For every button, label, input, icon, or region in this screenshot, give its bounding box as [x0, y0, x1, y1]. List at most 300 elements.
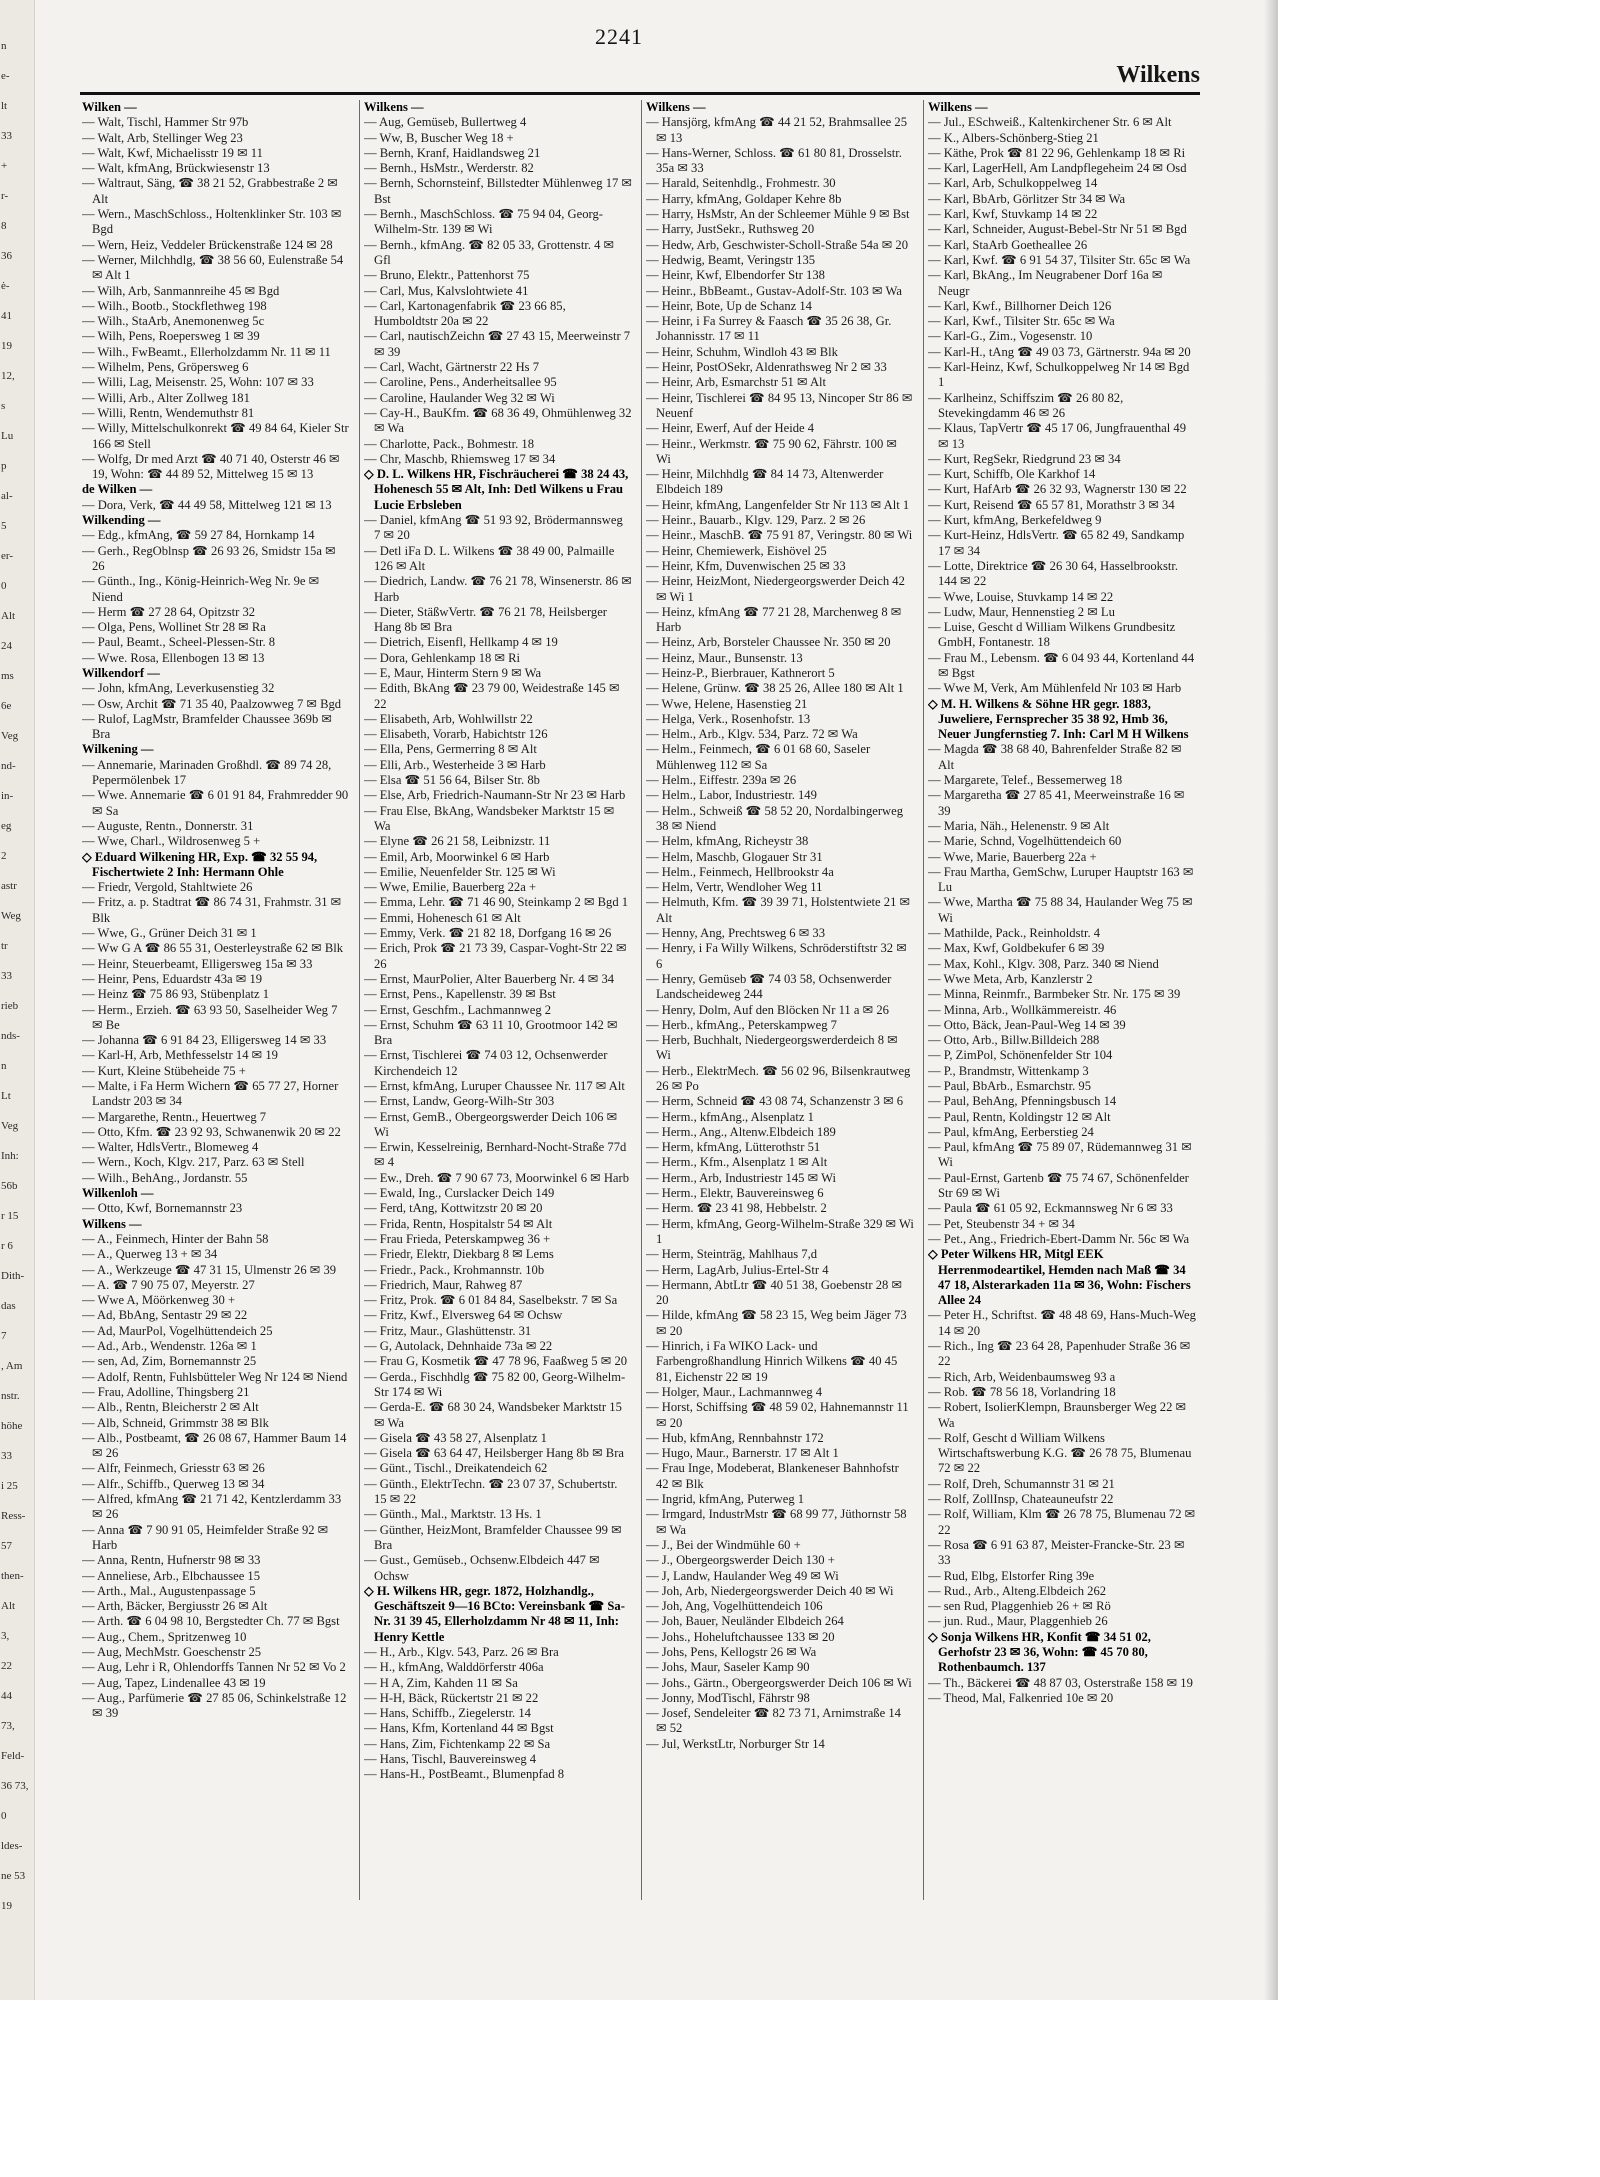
directory-entry: — Jul, WerkstLtr, Norburger Str 14	[646, 1736, 825, 1751]
adjacent-page-fragment: 2	[1, 850, 7, 862]
directory-entry: — Mathilde, Pack., Reinholdstr. 4	[928, 926, 1101, 941]
directory-entry: Wilkens —	[928, 100, 988, 114]
directory-entry: — Fritz, Maur., Glashüttenstr. 31	[364, 1323, 532, 1338]
directory-entry: — Alfred, kfmAng ☎ 21 71 42, Kentzlerdamm 33 ✉ 26	[82, 1492, 342, 1522]
directory-entry: — Frida, Rentn, Hospitalstr 54 ✉ Alt	[364, 1216, 553, 1231]
directory-entry: — Wwe. Annemarie ☎ 6 01 91 84, Frahmredder 90 ✉ Sa	[82, 788, 349, 818]
directory-entry: — Marie, Schnd, Vogelhüttendeich 60	[928, 834, 1122, 849]
directory-entry: — Kurt, Reisend ☎ 65 57 81, Morathstr 3 ✉ 34	[928, 497, 1175, 512]
adjacent-page-fragment: Lt	[1, 1090, 11, 1102]
directory-entry: — Dora, Verk, ☎ 44 49 58, Mittelweg 121 ✉ 13	[82, 497, 332, 512]
directory-entry: — Chr, Maschb, Rhiemsweg 17 ✉ 34	[364, 451, 556, 466]
directory-entry: — Ernst, kfmAng, Luruper Chaussee Nr. 117 ✉ Alt	[364, 1079, 625, 1093]
directory-entry: — Ernst, Landw, Georg-Wilh-Str 303	[364, 1094, 555, 1109]
directory-entry: — Wilh., BehAng., Jordanstr. 55	[82, 1170, 248, 1185]
directory-entry: — Harald, Seitenhdlg., Frohmestr. 30	[646, 176, 836, 191]
directory-entry: — Dietrich, Eisenfl, Hellkamp 4 ✉ 19	[364, 635, 558, 650]
directory-entry: — Helm., Arb., Klgv. 534, Parz. 72 ✉ Wa	[646, 727, 858, 742]
directory-entry: — Jul., ESchweiß., Kaltenkirchener Str. 6 ✉ Alt	[928, 115, 1172, 130]
directory-entry: — Charlotte, Pack., Bohmestr. 18	[364, 436, 534, 451]
directory-entry: — Ernst, Geschfm., Lachmannweg 2	[364, 1002, 552, 1017]
directory-entry: — Hans, Kfm, Kortenland 44 ✉ Bgst	[364, 1721, 554, 1736]
directory-entry: — Th., Bäckerei ☎ 48 87 03, Osterstraße 158 ✉ 19	[928, 1675, 1193, 1690]
directory-entry: — Frau Frieda, Peterskampweg 36 +	[364, 1231, 551, 1246]
directory-entry: — Karl, Kwf, Stuvkamp 14 ✉ 22	[928, 207, 1098, 222]
directory-entry: — Heinr, Milchhdlg ☎ 84 14 73, Altenwerder Elbdeich 189	[646, 467, 884, 497]
directory-entry: — Helm., Feinmech, ☎ 6 01 68 60, Saseler Mühlenweg 112 ✉ Sa	[646, 742, 871, 772]
directory-entry: — Frau Martha, GemSchw, Luruper Hauptstr 163 ✉ Lu	[928, 864, 1194, 895]
directory-entry: — Karl-H., tAng ☎ 49 03 73, Gärtnerstr. 94a ✉ 20	[928, 344, 1191, 359]
directory-entry: — Paul-Ernst, Gartenb ☎ 75 74 67, Schönenfelder Str 69 ✉ Wi	[928, 1170, 1189, 1201]
directory-entry: — Lotte, Direktrice ☎ 26 30 64, Hasselbrookstr. 144 ✉ 22	[928, 558, 1179, 589]
column-1	[82, 100, 350, 1960]
directory-entry: — Walt, kfmAng, Brückwiesenstr 13	[82, 161, 270, 176]
directory-entry: — Fritz, Kwf., Elversweg 64 ✉ Ochsw	[364, 1308, 563, 1323]
directory-entry: — Ew., Dreh. ☎ 7 90 67 73, Moorwinkel 6 ✉ Harb	[364, 1170, 630, 1185]
directory-entry: — Ernst, MaurPolier, Alter Bauerberg Nr. 4 ✉ 34	[364, 971, 615, 986]
header-rule	[80, 92, 1200, 95]
directory-entry: — Wwe M, Verk, Am Mühlenfeld Nr 103 ✉ Harb	[928, 681, 1182, 696]
directory-entry: — Günther, HeizMont, Bramfelder Chaussee 99 ✉ Bra	[364, 1522, 622, 1552]
directory-entry: — Heinr., Werkmstr. ☎ 75 90 62, Fährstr. 100 ✉ Wi	[646, 436, 897, 466]
directory-entry: — Wilh, Arb, Sanmannreihe 45 ✉ Bgd	[82, 283, 280, 298]
directory-entry: — Else, Arb, Friedrich-Naumann-Str Nr 23 ✉ Harb	[364, 788, 626, 803]
directory-entry: — Hans-H., PostBeamt., Blumenpfad 8	[364, 1767, 565, 1782]
directory-entry: — Caroline, Haulander Weg 32 ✉ Wi	[364, 390, 555, 405]
directory-entry: — Aug, Tapez, Lindenallee 43 ✉ 19	[82, 1675, 266, 1690]
directory-entry: — Heinz, Arb, Borsteler Chaussee Nr. 350 ✉ 20	[646, 635, 891, 650]
adjacent-page-fragment: er-	[1, 550, 13, 562]
adjacent-page-fragment: eg	[1, 820, 12, 832]
directory-entry: — Margaretha ☎ 27 85 41, Meerweinstraße 16 ✉ 39	[928, 788, 1185, 818]
directory-entry: — Arth, Bäcker, Bergiusstr 26 ✉ Alt	[82, 1599, 268, 1614]
adjacent-page-fragment: al-	[1, 490, 13, 502]
directory-entry: — A. ☎ 7 90 75 07, Meyerstr. 27	[82, 1277, 255, 1292]
directory-entry: Wilkens —	[646, 100, 706, 114]
directory-entry: — Willi, Lag, Meisenstr. 25, Wohn: 107 ✉ 33	[82, 375, 314, 390]
directory-entry: — Henry, Gemüseb ☎ 74 03 58, Ochsenwerder Landscheideweg 244	[646, 971, 892, 1002]
directory-entry: — Klaus, TapVertr ☎ 45 17 06, Jungfrauenthal 49 ✉ 13	[928, 421, 1187, 451]
adjacent-page-fragment: 57	[1, 1540, 12, 1552]
directory-entry: — Ernst, Pens., Kapellenstr. 39 ✉ Bst	[364, 987, 556, 1002]
directory-columns	[82, 100, 1202, 1960]
directory-entry: — Heinr., MaschB. ☎ 75 91 87, Veringstr. 80 ✉ Wi	[646, 528, 913, 543]
adjacent-page-fragment: 0	[1, 580, 7, 592]
directory-entry: — Rolf, Gescht d William Wilkens Wirtschaftswerbung K.G. ☎ 26 78 75, Blumenau 72 ✉ 22	[928, 1430, 1192, 1476]
directory-entry: — Heinr, Arb, Esmarchstr 51 ✉ Alt	[646, 375, 827, 390]
directory-entry: — G, Autolack, Dehnhaide 73a ✉ 22	[364, 1339, 553, 1354]
adjacent-page-fragment: 44	[1, 1690, 12, 1702]
directory-entry: — Cay-H., BauKfm. ☎ 68 36 49, Ohmühlenweg 32 ✉ Wa	[364, 405, 632, 436]
directory-entry: — Karl, LagerHell, Am Landpflegeheim 24 ✉ Osd	[928, 161, 1187, 176]
directory-entry: — Günth., Mal., Marktstr. 13 Hs. 1	[364, 1507, 542, 1522]
directory-entry: — Joh, Arb, Niedergeorgswerder Deich 40 ✉ Wi	[646, 1583, 894, 1598]
directory-entry: — Herm., kfmAng., Alsenplatz 1	[646, 1109, 814, 1124]
directory-entry: — Rud, Elbg, Elstorfer Ring 39e	[928, 1568, 1095, 1583]
directory-entry: — Helm., Eiffestr. 239a ✉ 26	[646, 773, 797, 788]
directory-entry: — Aug., Chem., Spritzenweg 10	[82, 1629, 247, 1644]
adjacent-page-fragment: i 25	[1, 1480, 18, 1492]
directory-entry: — Gisela ☎ 63 64 47, Heilsberger Hang 8b ✉ Bra	[364, 1446, 624, 1461]
directory-entry: — A., Feinmech, Hinter der Bahn 58	[82, 1231, 269, 1246]
directory-entry: — Hilde, kfmAng ☎ 58 23 15, Weg beim Jäger 73 ✉ 20	[646, 1308, 907, 1338]
column-4	[928, 100, 1196, 1960]
directory-entry: — Herb, Buchhalt, Niedergeorgswerderdeich 8 ✉ Wi	[646, 1033, 898, 1063]
directory-entry: — Emma, Lehr. ☎ 71 46 90, Steinkamp 2 ✉ Bgd 1	[364, 895, 629, 910]
directory-entry: — Helm, Vertr, Wendloher Weg 11	[646, 880, 823, 895]
directory-entry: — Heinz, kfmAng ☎ 77 21 28, Marchenweg 8 ✉ Harb	[646, 604, 902, 635]
directory-entry: — Ferd, tAng, Kottwitzstr 20 ✉ 20	[364, 1201, 543, 1216]
directory-entry: — Wilh., FwBeamt., Ellerholzdamm Nr. 11 ✉ 11	[82, 344, 331, 359]
adjacent-page-fragment: r 6	[1, 1240, 13, 1252]
directory-entry: — Herm., Ang., Altenw.Elbdeich 189	[646, 1124, 836, 1139]
directory-entry: — Harry, kfmAng, Goldaper Kehre 8b	[646, 191, 842, 206]
directory-entry: — Margarete, Telef., Bessemerweg 18	[928, 773, 1123, 788]
adjacent-page-edge	[0, 0, 35, 2000]
directory-entry: — Ingrid, kfmAng, Puterweg 1	[646, 1492, 805, 1507]
adjacent-page-fragment: 36	[1, 250, 12, 262]
directory-entry: — K., Albers-Schönberg-Stieg 21	[928, 130, 1099, 145]
directory-entry: — Ad, MaurPol, Vogelhüttendeich 25	[82, 1323, 273, 1338]
directory-entry: — Dora, Gehlenkamp 18 ✉ Ri	[364, 650, 521, 665]
directory-entry: ◇ Sonja Wilkens HR, Konfit ☎ 34 51 02, Gerhofstr 23 ✉ 36, Wohn: ☎ 45 70 80, Rothenbaumch. 137	[928, 1629, 1151, 1675]
directory-entry: — Herm, Schneid ☎ 43 08 74, Schanzenstr 3 ✉ 6	[646, 1094, 904, 1109]
directory-entry: — Karl-H, Arb, Methfesselstr 14 ✉ 19	[82, 1048, 278, 1063]
page-edge-shadow	[1264, 0, 1278, 2000]
directory-entry: — Bernh., HsMstr., Werderstr. 82	[364, 161, 534, 176]
directory-entry: — Herm., Arb, Industriestr 145 ✉ Wi	[646, 1170, 836, 1185]
directory-entry: — Kurt, HafArb ☎ 26 32 93, Wagnerstr 130 ✉ 22	[928, 482, 1187, 497]
directory-entry: — Wilh., Bootb., Stockflethweg 198	[82, 298, 267, 313]
directory-entry: — Günt., Tischl., Dreikatendeich 62	[364, 1461, 548, 1476]
directory-entry: — Caroline, Pens., Anderheitsallee 95	[364, 375, 557, 390]
page-header	[80, 20, 1200, 88]
adjacent-page-fragment: Ress-	[1, 1510, 26, 1522]
directory-entry: — Karlheinz, Schiffszim ☎ 26 80 82, Stevekingdamm 46 ✉ 26	[928, 390, 1124, 420]
directory-entry: — Herm, kfmAng, Georg-Wilhelm-Straße 329 ✉ Wi 1	[646, 1216, 914, 1246]
directory-entry: — Heinz-P., Bierbrauer, Kathnerort 5	[646, 665, 835, 680]
directory-entry: — Daniel, kfmAng ☎ 51 93 92, Brödermannsweg 7 ✉ 20	[364, 513, 623, 543]
directory-entry: — Anneliese, Arb., Elbchaussee 15	[82, 1568, 261, 1583]
directory-entry: — Helm, kfmAng, Richeystr 38	[646, 834, 809, 849]
column-divider	[359, 100, 360, 1900]
directory-entry: — Herb., ElektrMech. ☎ 56 02 96, Bilsenkrautweg 26 ✉ Po	[646, 1063, 911, 1093]
directory-entry: Wilkens —	[82, 1216, 142, 1231]
adjacent-page-fragment: , Am	[1, 1360, 23, 1372]
directory-entry: — Günth., Ing., König-Heinrich-Weg Nr. 9e ✉ Niend	[82, 574, 320, 604]
directory-entry: — Paul, Beamt., Scheel-Plessen-Str. 8	[82, 635, 276, 650]
directory-entry: — Werner, Milchhdlg, ☎ 38 56 60, Eulenstraße 54 ✉ Alt 1	[82, 252, 344, 283]
directory-entry: — Hedwig, Beamt, Veringstr 135	[646, 252, 816, 267]
adjacent-page-fragment: 24	[1, 640, 12, 652]
directory-entry: — Bruno, Elektr., Pattenhorst 75	[364, 268, 530, 283]
directory-entry: — Heinr, HeizMont, Niedergeorgswerder Deich 42 ✉ Wi 1	[646, 574, 905, 604]
directory-entry: — Heinr, Bote, Up de Schanz 14	[646, 298, 812, 313]
directory-entry: — Alfr., Schiffb., Querweg 13 ✉ 34	[82, 1476, 265, 1491]
directory-entry: — E, Maur, Hinterm Stern 9 ✉ Wa	[364, 665, 542, 680]
directory-entry: — Wwe, Marie, Bauerberg 22a +	[928, 849, 1097, 864]
directory-entry: — Auguste, Rentn., Donnerstr. 31	[82, 818, 254, 833]
directory-entry: — Heinr, Ewerf, Auf der Heide 4	[646, 421, 815, 436]
directory-entry: — Johs., Gärtn., Obergeorgswerder Deich 106 ✉ Wi	[646, 1675, 912, 1690]
adjacent-page-fragment: Dith-	[1, 1270, 25, 1282]
directory-entry: — Herm., Kfm., Alsenplatz 1 ✉ Alt	[646, 1155, 828, 1170]
directory-entry: — Hans, Zim, Fichtenkamp 22 ✉ Sa	[364, 1736, 551, 1751]
adjacent-page-fragment: 12,	[1, 370, 15, 382]
directory-entry: — Wwe, Emilie, Bauerberg 22a +	[364, 880, 537, 895]
directory-entry: — Waltraut, Säng, ☎ 38 21 52, Grabbestraße 2 ✉ Alt	[82, 176, 338, 206]
directory-entry: — A., Werkzeuge ☎ 47 31 15, Ulmenstr 26 ✉ 39	[82, 1262, 337, 1277]
directory-entry: — Arth. ☎ 6 04 98 10, Bergstedter Ch. 77 ✉ Bgst	[82, 1614, 340, 1629]
directory-entry: — Heinr., BbBeamt., Gustav-Adolf-Str. 103 ✉ Wa	[646, 283, 902, 298]
directory-entry: — Willi, Rentn, Wendemuthstr 81	[82, 405, 255, 420]
directory-entry: — Karl, Arb, Schulkoppelweg 14	[928, 176, 1098, 191]
directory-entry: — Bernh, Schornsteinf, Billstedter Mühlenweg 17 ✉ Bst	[364, 176, 632, 206]
directory-entry: — Rosa ☎ 6 91 63 87, Meister-Francke-Str. 23 ✉ 33	[928, 1537, 1185, 1568]
directory-entry: — Otto, Kfm. ☎ 23 92 93, Schwanenwik 20 ✉ 22	[82, 1124, 341, 1139]
directory-entry: — Gerh., RegOblnsp ☎ 26 93 26, Smidstr 15a ✉ 26	[82, 543, 336, 573]
directory-entry: — Hans, Tischl, Bauvereinsweg 4	[364, 1752, 537, 1767]
directory-entry: — Helm., Schweiß ☎ 58 52 20, Nordalbingerweg 38 ✉ Niend	[646, 803, 904, 833]
directory-entry: — Emmi, Hohenesch 61 ✉ Alt	[364, 910, 521, 925]
directory-entry: — Herm, Steinträg, Mahlhaus 7,d	[646, 1247, 818, 1262]
adjacent-page-fragment: ldes-	[1, 1840, 23, 1852]
column-2	[364, 100, 632, 1960]
directory-entry: — Alb., Rentn, Bleicherstr 2 ✉ Alt	[82, 1400, 259, 1415]
directory-entry: — Elisabeth, Arb, Wohlwillstr 22	[364, 711, 533, 726]
adjacent-page-fragment: 7	[1, 1330, 7, 1342]
adjacent-page-fragment: 19	[1, 340, 12, 352]
directory-entry: — Karl, Kwf. ☎ 6 91 54 37, Tilsiter Str. 65c ✉ Wa	[928, 252, 1191, 267]
directory-entry: — Kurt, kfmAng, Berkefeldweg 9	[928, 513, 1102, 528]
directory-entry: — Heinz, Maur., Bunsenstr. 13	[646, 650, 803, 665]
directory-entry: — Arth., Mal., Augustenpassage 5	[82, 1583, 256, 1598]
directory-entry: — Karl-Heinz, Kwf, Schulkoppelweg Nr 14 ✉ Bgd 1	[928, 360, 1190, 390]
adjacent-page-fragment: 33	[1, 1450, 12, 1462]
page-number: 2241	[595, 24, 643, 49]
directory-entry: — Rulof, LagMstr, Bramfelder Chaussee 369b ✉ Bra	[82, 711, 332, 742]
directory-entry: — J, Landw, Haulander Weg 49 ✉ Wi	[646, 1568, 839, 1583]
directory-entry: — Heinr, Kfm, Duvenwischen 25 ✉ 33	[646, 558, 846, 573]
directory-entry: — Karl, BkAng., Im Neugrabener Dorf 16a ✉ Neugr	[928, 268, 1163, 298]
adjacent-page-fragment: 33	[1, 130, 12, 142]
directory-entry: — Elyne ☎ 26 21 58, Leibnizstr. 11	[364, 834, 551, 849]
directory-entry: — Hansjörg, kfmAng ☎ 44 21 52, Brahmsallee 25 ✉ 13	[646, 115, 908, 145]
directory-entry: — J., Bei der Windmühle 60 +	[646, 1537, 801, 1552]
directory-entry: — Rolf, Dreh, Schumannstr 31 ✉ 21	[928, 1476, 1115, 1491]
adjacent-page-fragment: r-	[1, 190, 9, 202]
directory-entry: — Aug, Gemüseb, Bullertweg 4	[364, 115, 527, 130]
directory-entry: — Jonny, ModTischl, Fährstr 98	[646, 1690, 810, 1705]
directory-entry: — Margarethe, Rentn., Heuertweg 7	[82, 1109, 267, 1124]
adjacent-page-fragment: 33	[1, 970, 12, 982]
directory-entry: — Malte, i Fa Herm Wichern ☎ 65 77 27, Horner Landstr 203 ✉ 34	[82, 1079, 339, 1109]
directory-entry: — Horst, Schiffsing ☎ 48 59 02, Hahnemannstr 11 ✉ 20	[646, 1400, 909, 1430]
directory-entry: — Hans-Werner, Schloss. ☎ 61 80 81, Drosselstr. 35a ✉ 33	[646, 145, 902, 176]
directory-entry: — A., Querweg 13 + ✉ 34	[82, 1247, 218, 1262]
directory-entry: — Paul, kfmAng, Eerberstieg 24	[928, 1124, 1094, 1139]
directory-entry: — Heinr, Schuhm, Windloh 43 ✉ Blk	[646, 344, 838, 359]
directory-entry: — Frau M., Lebensm. ☎ 6 04 93 44, Kortenland 44 ✉ Bgst	[928, 650, 1195, 680]
directory-entry: Wilkending —	[82, 513, 161, 528]
directory-entry: — Herm, LagArb, Julius-Ertel-Str 4	[646, 1262, 829, 1277]
directory-entry: — Ella, Pens, Germerring 8 ✉ Alt	[364, 742, 537, 757]
directory-entry: — Helm., Feinmech, Hellbrookstr 4a	[646, 864, 834, 879]
adjacent-page-fragment: lt	[1, 100, 8, 112]
directory-entry: — Edith, BkAng ☎ 23 79 00, Weidestraße 145 ✉ 22	[364, 681, 620, 711]
adjacent-page-fragment: 19	[1, 1900, 12, 1912]
directory-entry: — Hugo, Maur., Barnerstr. 17 ✉ Alt 1	[646, 1446, 839, 1461]
directory-entry: — Maria, Näh., Helenenstr. 9 ✉ Alt	[928, 818, 1110, 833]
directory-entry: — Diedrich, Landw. ☎ 76 21 78, Winsenerstr. 86 ✉ Harb	[364, 574, 632, 604]
adjacent-page-fragment: n	[1, 1060, 7, 1072]
directory-entry: — Kurt-Heinz, HdlsVertr. ☎ 65 82 49, Sandkamp 17 ✉ 34	[928, 528, 1185, 558]
adjacent-page-fragment: ne 53	[1, 1870, 26, 1882]
directory-entry: — Walt, Kwf, Michaelisstr 19 ✉ 11	[82, 145, 263, 160]
directory-entry: — Osw, Archit ☎ 71 35 40, Paalzowweg 7 ✉ Bgd	[82, 696, 342, 711]
adjacent-page-fragment: r 15	[1, 1210, 19, 1222]
directory-entry: de Wilken —	[82, 482, 153, 497]
directory-entry: Wilken —	[82, 100, 137, 114]
directory-entry: — Karl, BbArb, Görlitzer Str 34 ✉ Wa	[928, 191, 1126, 206]
adjacent-page-fragment: in-	[1, 790, 14, 802]
adjacent-page-fragment: +	[1, 160, 8, 172]
directory-entry: — Dieter, StäßwVertr. ☎ 76 21 78, Heilsberger Hang 8b ✉ Bra	[364, 604, 607, 635]
directory-entry: — Kurt, RegSekr, Riedgrund 23 ✉ 34	[928, 451, 1121, 466]
directory-entry: — Magda ☎ 38 68 40, Bahrenfelder Straße 82 ✉ Alt	[928, 742, 1182, 772]
adjacent-page-fragment: tr	[1, 940, 8, 952]
directory-entry: — Robert, IsolierKlempn, Braunsberger Weg 22 ✉ Wa	[928, 1400, 1187, 1430]
directory-entry: — Hedw, Arb, Geschwister-Scholl-Straße 54a ✉ 20	[646, 237, 909, 252]
directory-entry: — Frau G, Kosmetik ☎ 47 78 96, Faaßweg 5 ✉ 20	[364, 1354, 628, 1369]
adjacent-page-fragment: Lu	[1, 430, 14, 442]
directory-entry: — Henny, Ang, Prechtsweg 6 ✉ 33	[646, 926, 826, 941]
adjacent-page-fragment: Inh:	[1, 1150, 19, 1162]
directory-entry: — Otto, Bäck, Jean-Paul-Weg 14 ✉ 39	[928, 1017, 1126, 1032]
directory-entry: — Helene, Grünw. ☎ 38 25 26, Allee 180 ✉ Alt 1	[646, 681, 904, 696]
directory-entry: — Walt, Arb, Stellinger Weg 23	[82, 130, 243, 145]
directory-entry: — Ww, B, Buscher Weg 18 +	[364, 130, 514, 145]
directory-entry: — Otto, Kwf, Bornemannstr 23	[82, 1201, 243, 1216]
directory-entry: — Fritz, Prok. ☎ 6 01 84 84, Saselbekstr. 7 ✉ Sa	[364, 1293, 618, 1308]
adjacent-page-fragment: das	[1, 1300, 16, 1312]
directory-entry: — Wwe A, Möörkenweg 30 +	[82, 1293, 236, 1308]
directory-entry: — Wilhelm, Pens, Gröpersweg 6	[82, 360, 249, 375]
directory-entry: — P, ZimPol, Schönenfelder Str 104	[928, 1048, 1113, 1063]
directory-entry: — Minna, Arb., Wollkämmereistr. 46	[928, 1002, 1117, 1017]
adjacent-page-fragment: e-	[1, 70, 10, 82]
directory-entry: — jun. Rud., Maur, Plaggenhieb 26	[928, 1614, 1108, 1629]
directory-entry: — Emilie, Neuenfelder Str. 125 ✉ Wi	[364, 864, 556, 879]
directory-entry: — Holger, Maur., Lachmannweg 4	[646, 1384, 823, 1399]
directory-entry: — Gerda., Fischhdlg ☎ 75 82 00, Georg-Wilhelm-Str 174 ✉ Wi	[364, 1369, 626, 1399]
directory-entry: — Ww G A ☎ 86 55 31, Oesterleystraße 62 ✉ Blk	[82, 941, 344, 956]
directory-entry: — sen, Ad, Zim, Bornemannstr 25	[82, 1354, 257, 1369]
directory-entry: — Herm, kfmAng, Lütterothstr 51	[646, 1140, 821, 1155]
directory-entry: — Paul, kfmAng ☎ 75 89 07, Rüdemannweg 31 ✉ Wi	[928, 1140, 1192, 1170]
directory-entry: — Gisela ☎ 43 58 27, Alsenplatz 1	[364, 1430, 547, 1445]
adjacent-page-fragment: nstr.	[1, 1390, 20, 1402]
directory-entry: — Karl, Schneider, August-Bebel-Str Nr 51 ✉ Bgd	[928, 222, 1187, 237]
directory-entry: — Carl, Kartonagenfabrik ☎ 23 66 85, Humboldtstr 20a ✉ 22	[364, 298, 566, 329]
column-divider	[923, 100, 924, 1900]
adjacent-page-fragment: 73,	[1, 1720, 15, 1732]
directory-entry: — Theod, Mal, Falkenried 10e ✉ 20	[928, 1690, 1114, 1705]
adjacent-page-fragment: Weg	[1, 910, 21, 922]
adjacent-page-fragment: 36 73,	[1, 1780, 29, 1792]
directory-entry: — Helmuth, Kfm. ☎ 39 39 71, Holstentwiete 21 ✉ Alt	[646, 895, 911, 925]
blank-margin	[0, 2000, 1600, 2177]
directory-entry: — Bernh., kfmAng. ☎ 82 05 33, Grottenstr. 4 ✉ Gfl	[364, 237, 615, 267]
adjacent-page-fragment: astr	[1, 880, 17, 892]
directory-entry: — Fritz, a. p. Stadtrat ☎ 86 74 31, Frahmstr. 31 ✉ Blk	[82, 895, 342, 925]
directory-entry: — Friedr, Elektr, Diekbarg 8 ✉ Lems	[364, 1247, 554, 1262]
directory-entry: — Käthe, Prok ☎ 81 22 96, Gehlenkamp 18 ✉ Ri	[928, 145, 1186, 160]
directory-entry: — Emil, Arb, Moorwinkel 6 ✉ Harb	[364, 849, 550, 864]
directory-entry: — Aug, MechMstr. Goeschenstr 25	[82, 1644, 262, 1659]
directory-entry: — Rolf, ZollInsp, Chateauneufstr 22	[928, 1492, 1114, 1507]
adjacent-page-fragment: p	[1, 460, 7, 472]
directory-entry: — Johanna ☎ 6 91 84 23, Elligersweg 14 ✉ 33	[82, 1033, 327, 1048]
directory-entry: — Harry, JustSekr., Ruthsweg 20	[646, 222, 815, 237]
directory-entry: — Helm, Maschb, Glogauer Str 31	[646, 849, 823, 864]
column-3	[646, 100, 914, 1960]
directory-entry: — Paula ☎ 61 05 92, Eckmannsweg Nr 6 ✉ 33	[928, 1201, 1173, 1216]
directory-entry: — Heinr., Bauarb., Klgv. 129, Parz. 2 ✉ 26	[646, 513, 866, 528]
directory-entry: — Hans, Schiffb., Ziegelerstr. 14	[364, 1706, 531, 1721]
directory-entry: — Herm. ☎ 23 41 98, Hebbelstr. 2	[646, 1201, 827, 1216]
directory-entry: — H-H, Bäck, Rückertstr 21 ✉ 22	[364, 1690, 539, 1705]
directory-entry: — Josef, Sendeleiter ☎ 82 73 71, Arnimstraße 14 ✉ 52	[646, 1706, 901, 1736]
directory-entry: — Heinr, i Fa Surrey & Faasch ☎ 35 26 38, Gr. Johannisstr. 17 ✉ 11	[646, 314, 892, 344]
directory-entry: — Rich, Arb, Weidenbaumsweg 93 a	[928, 1369, 1116, 1384]
adjacent-page-fragment: Alt	[1, 610, 16, 622]
directory-entry: — Hub, kfmAng, Rennbahnstr 172	[646, 1430, 824, 1445]
directory-entry: — Aug, Lehr i R, Ohlendorffs Tannen Nr 52 ✉ Vo 2	[82, 1660, 346, 1675]
directory-entry: — Aug., Parfümerie ☎ 27 85 06, Schinkelstraße 12 ✉ 39	[82, 1690, 347, 1721]
adjacent-page-fragment: 56b	[1, 1180, 18, 1192]
directory-entry: — Friedr, Vergold, Stahltwiete 26	[82, 880, 253, 895]
directory-entry: — Wwe, Louise, Stuvkamp 14 ✉ 22	[928, 589, 1114, 604]
adjacent-page-fragment: rieb	[1, 1000, 19, 1012]
directory-entry: — Ludw, Maur, Hennenstieg 2 ✉ Lu	[928, 604, 1115, 619]
directory-entry: — Günth., ElektrTechn. ☎ 23 07 37, Schubertstr. 15 ✉ 22	[364, 1476, 618, 1507]
adjacent-page-fragment: Veg	[1, 1120, 19, 1132]
directory-entry: Wilkendorf —	[82, 665, 160, 680]
directory-entry: — Karl, Kwf., Tilsiter Str. 65c ✉ Wa	[928, 314, 1115, 329]
directory-entry: — Gust., Gemüseb., Ochsenw.Elbdeich 447 ✉ Ochsw	[364, 1553, 600, 1583]
directory-entry: — Rich., Ing ☎ 23 64 28, Papenhuder Straße 36 ✉ 22	[928, 1339, 1191, 1369]
directory-entry: — Walt, Tischl, Hammer Str 97b	[82, 115, 249, 130]
directory-entry: — Wwe, Helene, Hasenstieg 21	[646, 696, 808, 711]
adjacent-page-fragment: nd-	[1, 760, 16, 772]
directory-entry: — Erich, Prok ☎ 21 73 39, Caspar-Voght-Str 22 ✉ 26	[364, 941, 627, 971]
directory-entry: — Alb, Schneid, Grimmstr 38 ✉ Blk	[82, 1415, 269, 1430]
directory-entry: — Alb., Postbeamt, ☎ 26 08 67, Hammer Baum 14 ✉ 26	[82, 1430, 347, 1461]
adjacent-page-fragment: ms	[1, 670, 14, 682]
directory-entry: — Wilh., StaArb, Anemonenweg 5c	[82, 314, 265, 329]
directory-entry: — Karl, StaArb Goetheallee 26	[928, 237, 1088, 252]
directory-entry: — Otto, Arb., Billw.Billdeich 288	[928, 1033, 1100, 1048]
directory-entry: — Minna, Reinmfr., Barmbeker Str. Nr. 175 ✉ 39	[928, 987, 1181, 1002]
directory-entry: — Edg., kfmAng, ☎ 59 27 84, Hornkamp 14	[82, 528, 315, 543]
directory-entry: — Frau Else, BkAng, Wandsbeker Marktstr 15 ✉ Wa	[364, 803, 615, 833]
directory-entry: — Anna ☎ 7 90 91 05, Heimfelder Straße 92 ✉ Harb	[82, 1522, 329, 1552]
directory-entry: — Erwin, Kesselreinig, Bernhard-Nocht-Straße 77d ✉ 4	[364, 1140, 627, 1170]
adjacent-page-fragment: 41	[1, 310, 12, 322]
directory-entry: — Johs, Maur, Saseler Kamp 90	[646, 1660, 810, 1675]
directory-entry: — Wwe Meta, Arb, Kanzlerstr 2	[928, 971, 1093, 986]
